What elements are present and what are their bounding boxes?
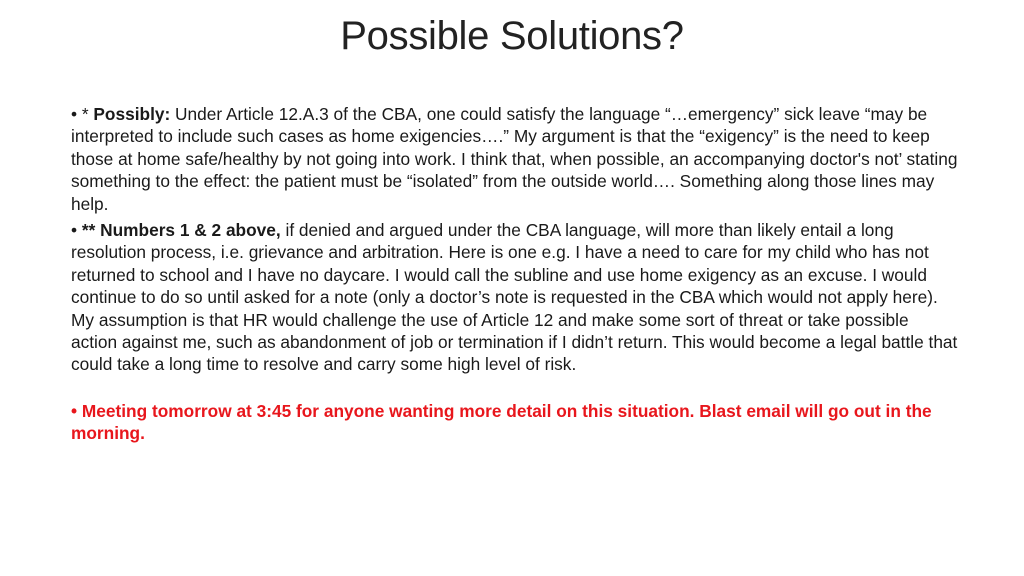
bullet-text: if denied and argued under the CBA language, will more than likely entail a long resolution process, i.e. grievance and arbitration. Here is one e.g. I have a need to care for my child who has not returned to school and I have no daycare. I would call the subline and use home exigency as an excuse. I would continue to do so until asked for a note (only a doctor’s note is requested in the CBA which would not apply here). My assumption is that HR would challenge the use of Article 12 and make some sort of threat or take possible action against me, such as abandonment of job or termination if I didn’t return. This would become a legal battle that could take a long time to resolve and carry some high level of risk. [71,220,958,375]
bullet-possibly [71,103,959,215]
bullet-dot-icon: • [71,400,78,421]
bullet-list [71,103,959,449]
bullet-text: Under Article 12.A.3 of the CBA, one could satisfy the language “…emergency” sick leave “may be interpreted to include such cases as home exigencies….” My argument is that the “exigency” is the need to keep those at home safe/healthy by not going into work. I think that, when possible, an accompanying doctor's not’ stating something to the effect: the patient must be “isolated” from the outside world…. Something along those lines may help. [71,104,958,214]
bullet-numbers [71,219,959,376]
slide-title: Possible Solutions? [340,14,684,58]
bullet-heading: ** Numbers 1 & 2 above, [81,220,281,241]
bullet-lead: * [81,104,94,124]
bullet-text: Meeting tomorrow at 3:45 for anyone wanting more detail on this situation. Blast email will go out in the morning. [71,400,932,444]
bullet-dot-icon: • [71,220,78,241]
bullet-heading: Possibly: [93,104,171,124]
bullet-dot-icon: • [71,104,78,124]
bullet-meeting-notice [71,400,959,445]
